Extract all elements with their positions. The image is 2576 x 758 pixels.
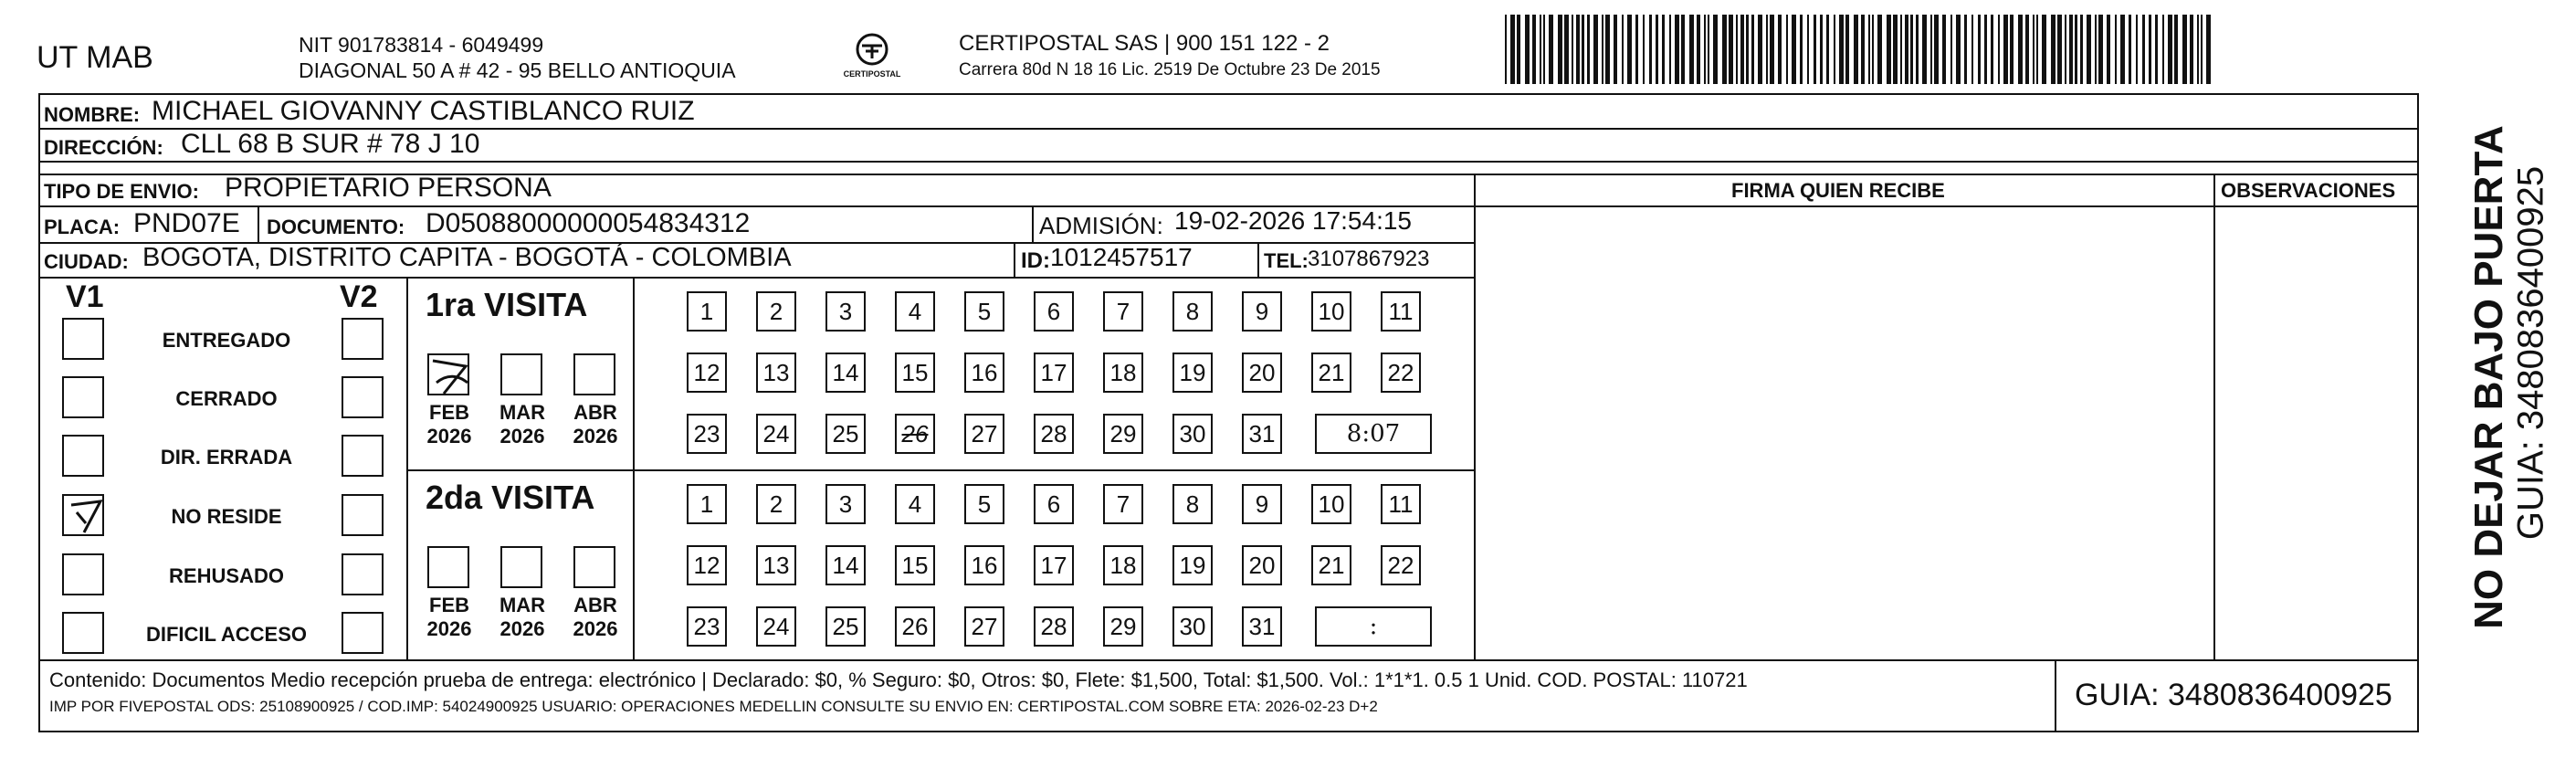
status-option-label: ENTREGADO: [162, 329, 291, 352]
day-box[interactable]: 19: [1172, 353, 1213, 393]
day-box[interactable]: 6: [1034, 291, 1074, 332]
day-box[interactable]: 7: [1103, 291, 1143, 332]
status-option-label: CERRADO: [175, 387, 278, 410]
nit-text: NIT 901783814 - 6049499: [299, 33, 544, 57]
day-box[interactable]: 14: [825, 353, 866, 393]
col-divider: [1474, 174, 1476, 659]
day-box[interactable]: 9: [1242, 291, 1282, 332]
month-year: 2026: [426, 617, 472, 640]
month-checkbox[interactable]: [573, 546, 615, 588]
month-checkbox[interactable]: [500, 546, 542, 588]
row-divider: [38, 277, 1474, 279]
company-address: DIAGONAL 50 A # 42 - 95 BELLO ANTIOQUIA: [299, 58, 736, 82]
address-label: DIRECCIÓN:: [44, 136, 163, 159]
tel-label: TEL:: [1264, 249, 1309, 272]
day-box[interactable]: 19: [1172, 545, 1213, 585]
footer-guide-number: GUIA: 3480836400925: [2075, 678, 2392, 712]
month-label: [422, 401, 477, 448]
v1-checkbox[interactable]: [62, 318, 104, 360]
visit-title: 1ra VISITA: [426, 286, 588, 323]
day-box[interactable]: 11: [1381, 484, 1421, 524]
row-divider: [38, 659, 2419, 661]
cell-divider: [1257, 242, 1259, 277]
day-box[interactable]: 12: [687, 545, 727, 585]
month-label: [568, 594, 623, 641]
row-divider: [38, 161, 2419, 163]
day-box[interactable]: 2: [756, 291, 796, 332]
day-box[interactable]: 8: [1172, 484, 1213, 524]
content-details: Contenido: Documentos Medio recepción prueba de entrega: electrónico | Declarado: $0, % Seguro: $0, Otros: $0, Flete: $1,500, Total: $1,500. Vol.: 1*1*1. 0.5 1 Unid. COD. POSTAL: 110721: [49, 669, 1748, 691]
month-year: 2026: [573, 617, 618, 640]
company-name: UT MAB: [37, 40, 153, 75]
barcode: [1505, 15, 2213, 84]
plate-label: PLACA:: [44, 216, 121, 238]
day-box[interactable]: 16: [964, 353, 1004, 393]
day-box[interactable]: 15: [895, 545, 935, 585]
col-header-line: [1474, 205, 2419, 207]
day-box[interactable]: 1: [687, 484, 727, 524]
carrier-name: CERTIPOSTAL SAS | 900 151 122 - 2: [959, 31, 1330, 56]
v1-checkbox[interactable]: [62, 494, 104, 536]
status-option-label: DIR. ERRADA: [160, 446, 293, 468]
cell-divider: [406, 277, 408, 659]
day-box[interactable]: 10: [1311, 484, 1351, 524]
day-box[interactable]: 17: [1034, 545, 1074, 585]
day-box[interactable]: 22: [1381, 353, 1421, 393]
day-box[interactable]: 3: [825, 484, 866, 524]
v1-checkbox[interactable]: [62, 376, 104, 418]
document-value: D05088000000054834312: [426, 208, 751, 238]
day-box[interactable]: 23: [687, 606, 727, 647]
v1-checkbox[interactable]: [62, 612, 104, 654]
ship-type: PROPIETARIO PERSONA: [225, 173, 552, 203]
cell-divider: [2055, 659, 2056, 732]
certipostal-logo-icon: [842, 31, 902, 82]
status-option-label: DIFICIL ACCESO: [145, 623, 308, 646]
day-box[interactable]: 31: [1242, 414, 1282, 454]
day-box[interactable]: 29: [1103, 606, 1143, 647]
month-name: FEB: [429, 401, 469, 424]
month-name: MAR: [499, 594, 546, 616]
day-box[interactable]: 23: [687, 414, 727, 454]
month-year: 2026: [499, 425, 545, 447]
day-box[interactable]: 8: [1172, 291, 1213, 332]
day-box[interactable]: 26: [895, 414, 935, 454]
day-box[interactable]: 12: [687, 353, 727, 393]
col-divider: [2213, 174, 2215, 659]
v1-header: V1: [66, 279, 104, 314]
day-box[interactable]: 24: [756, 606, 796, 647]
day-box[interactable]: 31: [1242, 606, 1282, 647]
month-year: 2026: [426, 425, 472, 447]
day-box[interactable]: 16: [964, 545, 1004, 585]
check-mark-icon: [429, 355, 471, 397]
day-box[interactable]: 21: [1311, 353, 1351, 393]
day-box[interactable]: 9: [1242, 484, 1282, 524]
day-box[interactable]: 28: [1034, 606, 1074, 647]
month-label: [495, 594, 550, 641]
document-label: DOCUMENTO:: [267, 216, 405, 238]
id-label: ID:: [1021, 248, 1050, 273]
visit-divider: [406, 469, 1474, 471]
day-box[interactable]: 20: [1242, 545, 1282, 585]
check-mark-icon: [64, 496, 106, 538]
day-box[interactable]: 29: [1103, 414, 1143, 454]
month-label: [568, 401, 623, 448]
side-guide-number: GUIA: 3480836400925: [2510, 165, 2551, 541]
day-box[interactable]: 14: [825, 545, 866, 585]
day-box[interactable]: 6: [1034, 484, 1074, 524]
cell-divider: [258, 205, 259, 242]
v2-checkbox[interactable]: [342, 612, 384, 654]
v2-checkbox[interactable]: [342, 494, 384, 536]
city-label: CIUDAD:: [44, 250, 129, 273]
recipient-address: CLL 68 B SUR # 78 J 10: [181, 129, 480, 159]
cell-divider: [1014, 242, 1015, 277]
day-box[interactable]: 24: [756, 414, 796, 454]
day-box[interactable]: 18: [1103, 545, 1143, 585]
recipient-name: MICHAEL GIOVANNY CASTIBLANCO RUIZ: [152, 96, 695, 126]
observations-column-header: OBSERVACIONES: [2221, 179, 2396, 202]
day-box[interactable]: 18: [1103, 353, 1143, 393]
day-box[interactable]: 25: [825, 606, 866, 647]
v2-checkbox[interactable]: [342, 376, 384, 418]
month-name: ABR: [573, 401, 617, 424]
day-box[interactable]: 27: [964, 606, 1004, 647]
month-checkbox[interactable]: [427, 546, 469, 588]
time-box[interactable]: :: [1315, 606, 1432, 647]
id-value: 1012457517: [1050, 243, 1193, 271]
day-box[interactable]: 26: [895, 606, 935, 647]
status-option-label: REHUSADO: [169, 564, 284, 587]
month-year: 2026: [499, 617, 545, 640]
day-box[interactable]: 3: [825, 291, 866, 332]
day-box[interactable]: 11: [1381, 291, 1421, 332]
day-box[interactable]: 25: [825, 414, 866, 454]
tel-value: 3107867923: [1308, 247, 1430, 271]
signature-column-header: FIRMA QUIEN RECIBE: [1731, 179, 1945, 202]
day-box[interactable]: 30: [1172, 606, 1213, 647]
day-box[interactable]: 1: [687, 291, 727, 332]
month-label: [495, 401, 550, 448]
v1-checkbox[interactable]: [62, 553, 104, 595]
day-box[interactable]: 4: [895, 291, 935, 332]
plate-value: PND07E: [133, 208, 240, 238]
day-box[interactable]: 5: [964, 291, 1004, 332]
cell-divider: [1032, 205, 1034, 242]
day-box[interactable]: 5: [964, 484, 1004, 524]
name-label: NOMBRE:: [44, 103, 141, 126]
v2-checkbox[interactable]: [342, 318, 384, 360]
day-box[interactable]: 13: [756, 353, 796, 393]
day-box[interactable]: 2: [756, 484, 796, 524]
ship-type-label: TIPO DE ENVIO:: [44, 180, 199, 203]
admission-label: ADMISIÓN:: [1039, 212, 1163, 239]
day-box[interactable]: 21: [1311, 545, 1351, 585]
month-year: 2026: [573, 425, 618, 447]
day-box[interactable]: 17: [1034, 353, 1074, 393]
status-option-label: NO RESIDE: [171, 505, 282, 528]
svg-text:CERTIPOSTAL: CERTIPOSTAL: [843, 69, 901, 79]
side-text: [2424, 119, 2571, 630]
day-box[interactable]: 20: [1242, 353, 1282, 393]
day-box[interactable]: 22: [1381, 545, 1421, 585]
month-name: MAR: [499, 401, 546, 424]
v2-checkbox[interactable]: [342, 553, 384, 595]
v1-checkbox[interactable]: [62, 435, 104, 477]
month-label: [422, 594, 477, 641]
v2-header: V2: [340, 279, 378, 314]
day-box[interactable]: 7: [1103, 484, 1143, 524]
admission-value: 19-02-2026 17:54:15: [1174, 206, 1412, 235]
day-box[interactable]: 4: [895, 484, 935, 524]
visit-title: 2da VISITA: [426, 479, 595, 516]
time-box[interactable]: 8:07: [1315, 414, 1432, 454]
month-checkbox[interactable]: [573, 353, 615, 395]
day-box[interactable]: 10: [1311, 291, 1351, 332]
month-checkbox[interactable]: [500, 353, 542, 395]
day-box[interactable]: 30: [1172, 414, 1213, 454]
month-checkbox[interactable]: [427, 353, 469, 395]
month-name: ABR: [573, 594, 617, 616]
no-dejar-warning: NO DEJAR BAJO PUERTA: [2466, 125, 2511, 629]
day-box[interactable]: 13: [756, 545, 796, 585]
city-value: BOGOTA, DISTRITO CAPITA - BOGOTÁ - COLOMBIA: [142, 243, 792, 272]
v2-checkbox[interactable]: [342, 435, 384, 477]
carrier-license: Carrera 80d N 18 16 Lic. 2519 De Octubre 23 De 2015: [959, 60, 1381, 79]
day-box[interactable]: 28: [1034, 414, 1074, 454]
day-box[interactable]: 15: [895, 353, 935, 393]
cell-divider: [633, 277, 635, 659]
day-box[interactable]: 27: [964, 414, 1004, 454]
month-name: FEB: [429, 594, 469, 616]
print-info: IMP POR FIVEPOSTAL ODS: 25108900925 / COD.IMP: 54024900925 USUARIO: OPERACIONES MEDELLIN CONSULTE SU ENVIO EN: CERTIPOSTAL.COM SOBRE ETA: 2026-02-23 D+2: [49, 698, 1378, 715]
